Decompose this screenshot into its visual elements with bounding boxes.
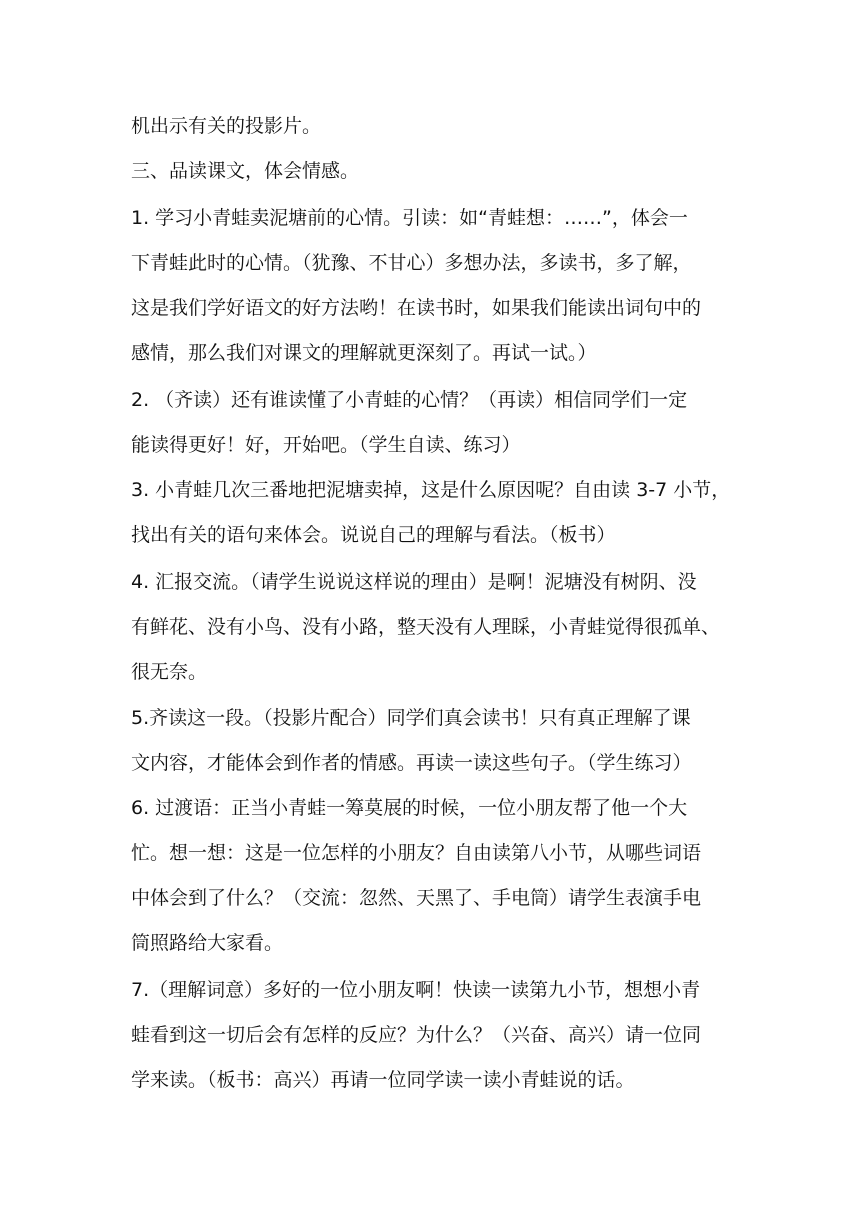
text-line: 忙。想一想：这是一位怎样的小朋友？自由读第八小节，从哪些词语 bbox=[131, 842, 702, 864]
text-line: 1. 学习小青蛙卖泥塘前的心情。引读：如“青蛙想：……”，体会一 bbox=[131, 207, 688, 229]
section-heading: 三、品读课文，体会情感。 bbox=[131, 160, 360, 182]
text-line: 中体会到了什么？（交流：忽然、天黑了、手电筒）请学生表演手电 bbox=[131, 887, 702, 909]
text-line: 6. 过渡语：正当小青蛙一筹莫展的时候，一位小朋友帮了他一个大 bbox=[131, 797, 688, 819]
text-line: 3. 小青蛙几次三番地把泥塘卖掉，这是什么原因呢？自由读 3-7 小节， bbox=[131, 479, 731, 501]
text-line: 找出有关的语句来体会。说说自己的理解与看法。（板书） bbox=[131, 524, 616, 546]
text-line: 4. 汇报交流。（请学生说说这样说的理由）是啊！泥塘没有树阴、没 bbox=[131, 571, 697, 593]
text-line: 机出示有关的投影片。 bbox=[131, 115, 322, 137]
text-line: 很无奈。 bbox=[131, 661, 208, 683]
text-line: 蛙看到这一切后会有怎样的反应？为什么？（兴奋、高兴）请一位同 bbox=[131, 1024, 702, 1046]
text-line: 这是我们学好语文的好方法哟！在读书时，如果我们能读出词句中的 bbox=[131, 297, 702, 319]
text-line: 7.（理解词意）多好的一位小朋友啊！快读一读第九小节，想想小青 bbox=[131, 979, 701, 1001]
text-line: 能读得更好！好，开始吧。（学生自读、练习） bbox=[131, 434, 521, 456]
text-line: 筒照路给大家看。 bbox=[131, 932, 284, 954]
text-line: 学来读。（板书：高兴）再请一位同学读一读小青蛙说的话。 bbox=[131, 1069, 635, 1091]
text-line: 有鲜花、没有小鸟、没有小路，整天没有人理睬，小青蛙觉得很孤单、 bbox=[131, 616, 721, 638]
text-line: 2. （齐读）还有谁读懂了小青蛙的心情？（再读）相信同学们一定 bbox=[131, 389, 688, 411]
text-line: 文内容，才能体会到作者的情感。再读一读这些句子。（学生练习） bbox=[131, 752, 692, 774]
text-line: 感情，那么我们对课文的理解就更深刻了。再试一试。） bbox=[131, 342, 597, 364]
text-line: 下青蛙此时的心情。（犹豫、不甘心）多想办法，多读书，多了解， bbox=[131, 252, 692, 274]
text-line: 5.齐读这一段。（投影片配合）同学们真会读书！只有真正理解了课 bbox=[131, 707, 691, 729]
